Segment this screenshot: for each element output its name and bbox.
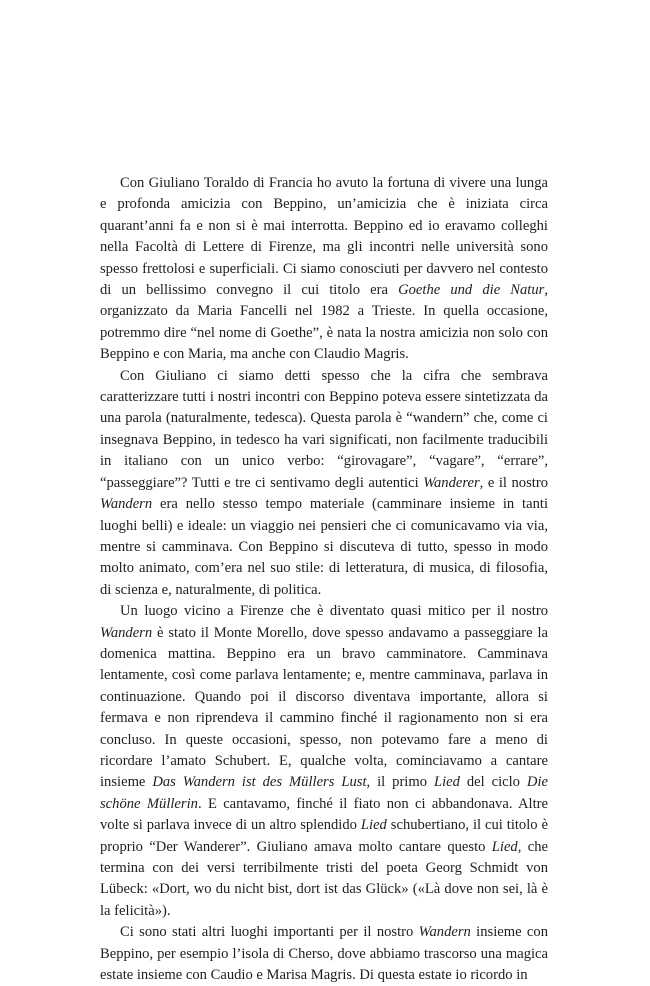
italic-text: Die schöne Müllerin	[100, 774, 548, 812]
text-run: Con Giuliano ci siamo detti spesso che la cifra che sembrava caratterizzare tutti i nostri incontri con Beppino poteva essere sintetizzata da una parola (naturalmente, tedesca). Questa parola è “wandern” che, come ci insegnava Beppino, in tedesco ha vari significati, non facilmente traducibili in italiano con un unico verbo: “girovagare”, “vagare”, “errare”, “passeggiare”? Tutti e tre ci sentivamo degli autentici	[100, 367, 548, 491]
text-run: era nello stesso tempo materiale (camminare insieme in tanti luoghi belli) e ideale: un viaggio nei pensieri che ci comunicavamo via via, mentre si camminava. Con Beppino si discuteva di tutto, spesso in modo molto animato, com’era nel suo stile: di letteratura, di musica, di filosofia, di scienza e, naturalmente, di politica.	[100, 496, 548, 598]
paragraph	[100, 922, 548, 986]
italic-text: Wandern	[100, 496, 153, 513]
text-run: , il primo	[366, 774, 434, 791]
italic-text: Wandern	[418, 924, 471, 941]
body-text	[100, 173, 548, 986]
italic-text: Wanderer	[423, 474, 480, 491]
text-run: Con Giuliano Toraldo di Francia ho avuto la fortuna di vivere una lunga e profonda amicizia con Beppino, un’amicizia che è iniziata circa quarant’anni fa e non si è mai interrotta. Beppino ed io eravamo colleghi nella Facoltà di Lettere di Firenze, ma gli incontri nelle università sono spesso frettolosi e superficiali. Ci siamo conosciuti per davvero nel contesto di un bellissimo convegno il cui titolo era	[100, 175, 548, 299]
italic-text: Das Wandern ist des Müllers Lust	[152, 774, 367, 791]
italic-text: Lied	[360, 817, 387, 834]
text-run: , e il nostro	[479, 474, 548, 491]
text-run: insieme con Beppino, per esempio l’isola di Cherso, dove abbiamo trascorso una magica estate insieme con Caudio e Marisa Magris. Di questa estate io ricordo in	[100, 924, 548, 984]
paragraph	[100, 366, 548, 601]
italic-text: Lied	[433, 774, 460, 791]
italic-text: Lied	[491, 838, 518, 855]
paragraph	[100, 601, 548, 922]
text-run: del ciclo	[459, 774, 527, 791]
text-run: . E cantavamo, finché il fiato non ci abbandonava. Altre volte si parlava invece di un altro splendido	[100, 795, 549, 834]
text-run: schubertiano, il cui titolo è proprio “Der Wanderer”. Giuliano amava molto cantare questo	[100, 817, 549, 855]
italic-text: Goethe und die Natur	[398, 282, 545, 299]
text-run: Ci sono stati altri luoghi importanti per il nostro	[120, 924, 419, 941]
text-run: , organizzato da Maria Fancelli nel 1982 a Trieste. In quella occasione, potremmo dire “nel nome di Goethe”, è nata la nostra amicizia non solo con Beppino e con Maria, ma anche con Claudio Magris.	[100, 282, 548, 363]
paragraph	[100, 173, 548, 366]
text-run: Un luogo vicino a Firenze che è diventato quasi mitico per il nostro	[120, 603, 548, 620]
text-run: , che termina con dei versi terribilmente tristi del poeta Georg Schmidt von Lübeck: «Dort, wo du nicht bist, dort ist das Glück» («Là dove non sei, là è la felicità»).	[100, 838, 548, 919]
text-run: è stato il Monte Morello, dove spesso andavamo a passeggiare la domenica mattina. Beppino era un bravo camminatore. Camminava lentamente, così come parlava lentamente; e, mentre camminava, parlava in continuazione. Quando poi il discorso diventava importante, allora si fermava e non riprendeva il cammino finché il ragionamento non si era concluso. In queste occasioni, spesso, non potevamo fare a meno di ricordare l’amato Schubert. E, qualche volta, cominciavamo a cantare insieme	[100, 624, 548, 791]
italic-text: Wandern	[100, 624, 153, 641]
